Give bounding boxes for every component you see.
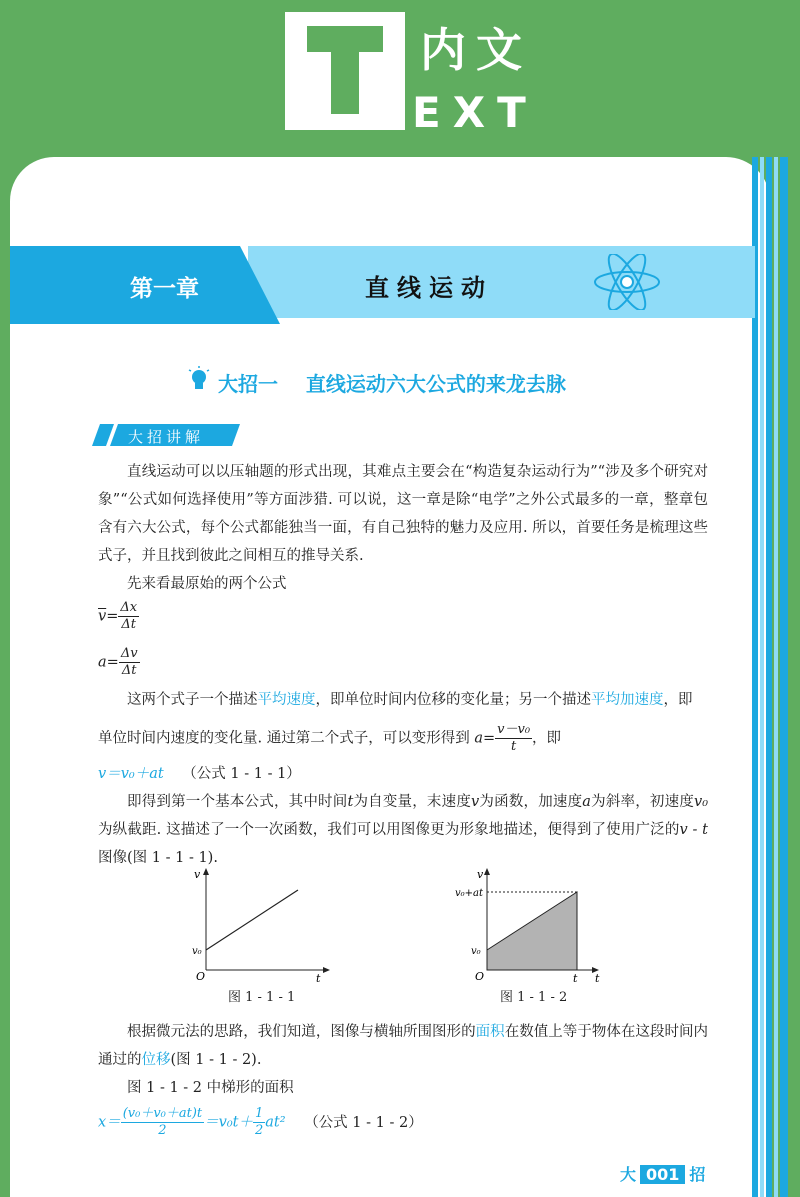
var-v0: v₀	[694, 794, 709, 810]
text: 为函数，加速度	[479, 794, 583, 810]
text: 为斜率，初速度	[590, 794, 695, 810]
formula-2-fraction	[121, 1106, 204, 1139]
frac-num: Δx	[120, 600, 138, 615]
frac-den: 2	[158, 1123, 167, 1138]
lightbulb-icon	[188, 366, 210, 394]
formula-2-half	[253, 1106, 265, 1139]
formula-2-lhs: x＝	[98, 1114, 121, 1131]
text: 图像(图 1 - 1 - 1).	[98, 850, 218, 866]
highlight-avg-accel: 平均加速度	[591, 692, 664, 708]
frac-num: v－v₀	[497, 722, 531, 737]
header-title-en: EXT	[412, 88, 538, 137]
formula-1: v＝v₀＋at	[98, 766, 164, 782]
header-t-logo	[285, 12, 405, 130]
text: 为自变量，末速度	[353, 794, 472, 810]
text: 即得到第一个基本公式，其中时间	[127, 794, 348, 810]
header-title-cn: 内文	[420, 23, 532, 77]
page-edge-stripes	[752, 157, 792, 1197]
var-a: a	[582, 794, 591, 810]
trapezoid-paragraph: 图 1 - 1 - 2 中梯形的面积	[127, 1080, 294, 1096]
formula-1-line	[98, 760, 708, 788]
formula-eq: =	[482, 730, 496, 747]
chapter-title: 直线运动	[365, 274, 493, 302]
figure-1-caption: 图 1 - 1 - 1	[228, 990, 296, 1005]
text: 为纵截距. 这描述了一个一次函数，我们可以用图像更为形象地描述，便得到了使用广泛的	[98, 822, 680, 838]
intro-paragraph: 直线运动可以以压轴题的形式出现，其难点主要会在“构造复杂运动行为”“涉及多个研究对象”“公式如何选择使用”等方面涉猎. 可以说，这一章是除“电学”之外公式最多的一章，整章包含有六大公式，每个公式都能独当一面，有自己独特的魅力及应用. 所以，首要任务是梳理这些式子，并且找到彼此之间相互的推导关系.	[98, 464, 708, 564]
chapter-title-bg	[248, 246, 755, 318]
formula-a: a	[98, 654, 107, 671]
page-number	[620, 1162, 705, 1185]
frac-den: Δt	[121, 617, 137, 632]
text: 根据微元法的思路，我们知道，图像与横轴所围图形的	[127, 1024, 476, 1040]
t-letter-stem	[331, 26, 359, 114]
fraction-a	[495, 722, 532, 755]
formula-vbar: $\overline{v}$	[98, 608, 107, 625]
chapter-label: 第一章	[130, 276, 199, 302]
formula-2-end: at²	[265, 1114, 286, 1131]
text: 这两个式子一个描述	[127, 692, 258, 708]
first-two-paragraph: 先来看最原始的两个公式	[127, 576, 287, 592]
frac-den: Δt	[121, 663, 137, 678]
fig2-origin: O	[475, 970, 485, 982]
chapter-banner	[10, 240, 755, 326]
formula-avg-accel	[98, 646, 298, 679]
fig1-intercept: v₀	[192, 946, 202, 957]
frac-den: t	[510, 739, 517, 754]
description-paragraph	[98, 686, 708, 714]
text: ，即单位时间内位移的变化量；另一个描述	[315, 692, 591, 708]
formula-avg-velocity	[98, 600, 298, 633]
formula-1-label: （公式 1 - 1 - 1）	[182, 766, 301, 782]
frac-den: 2	[255, 1123, 264, 1138]
formula-eq: =	[106, 654, 119, 671]
figure-1-1-1	[190, 866, 340, 982]
fig1-axis-v: v	[194, 868, 201, 881]
fig2-intercept: v₀	[471, 946, 481, 957]
fraction-dx-dt	[118, 600, 139, 633]
formula-2-label: （公式 1 - 1 - 2）	[304, 1114, 423, 1131]
fig2-axis-t: t	[595, 972, 600, 982]
first-formula-paragraph	[98, 788, 708, 872]
figure-2-caption: 图 1 - 1 - 2	[500, 990, 568, 1005]
text: 在数值上等于物体在这段时间内通过的	[98, 1024, 709, 1068]
micro-element-paragraph	[98, 1018, 708, 1074]
text: ，即	[663, 692, 693, 708]
text: ，即	[532, 730, 562, 747]
text: 单位时间内速度的变化量. 通过第二个式子，可以变形得到	[98, 730, 470, 747]
fig1-origin: O	[196, 970, 206, 982]
page-number-left: 大	[620, 1165, 637, 1184]
var-vt: v - t	[679, 822, 708, 838]
highlight-area: 面积	[475, 1024, 505, 1040]
section-badge: 大招讲解	[128, 428, 205, 446]
page-number-value: 001	[640, 1165, 685, 1184]
section-title: 大招一 直线运动六大公式的来龙去脉	[218, 372, 566, 396]
formula-2-line	[98, 1106, 708, 1139]
frac-num: (v₀＋v₀＋at)t	[122, 1106, 203, 1121]
figure-1-1-2	[455, 866, 615, 982]
fig1-axis-t: t	[316, 972, 321, 982]
highlight-displacement: 位移	[141, 1052, 171, 1068]
description-paragraph-2	[98, 722, 708, 755]
frac-num: 1	[255, 1106, 264, 1121]
text: (图 1 - 1 - 2).	[170, 1052, 262, 1068]
var-t: t	[347, 794, 354, 810]
fig2-axis-v: v	[477, 868, 484, 881]
fig2-t-label: t	[573, 972, 578, 982]
fig2-top-label: v₀+at	[455, 888, 484, 899]
formula-a: a	[474, 730, 483, 747]
page-number-right: 招	[689, 1165, 706, 1184]
fraction-dv-dt	[119, 646, 140, 679]
formula-2-mid: ＝v₀t＋	[204, 1114, 253, 1131]
var-v: v	[471, 794, 480, 810]
formula-eq: =	[106, 608, 119, 625]
frac-num: Δv	[120, 646, 138, 661]
highlight-avg-velocity: 平均速度	[257, 692, 316, 708]
atom-icon	[592, 254, 662, 310]
